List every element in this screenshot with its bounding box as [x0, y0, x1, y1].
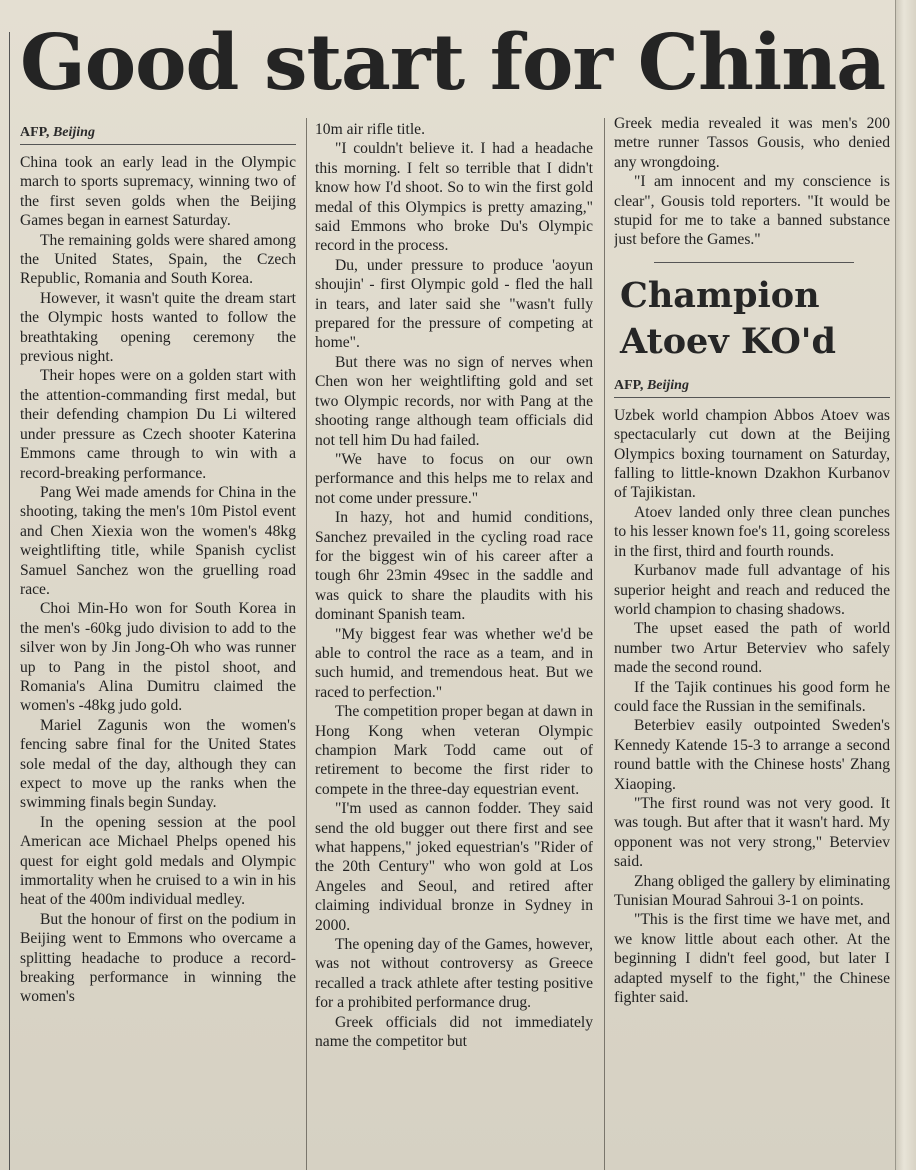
paragraph: "My biggest fear was whether we'd be able to control the race as a team, and in such humid, and tremendous heat. But we raced to perfection." — [315, 625, 593, 701]
paragraph: "I am innocent and my conscience is clear", Gousis told reporters. "It would be stupid for me to take a banned substance just before the Games." — [614, 173, 890, 249]
paragraph: Atoev landed only three clean punches to his lesser known foe's 11, going scoreless in the first, third and fourth rounds. — [614, 503, 890, 560]
article-column-2 — [315, 120, 593, 1170]
paragraph: Pang Wei made amends for China in the shooting, taking the men's 10m Pistol event and Chen Xiexia won the women's 48kg weightlifting title, while Spanish cyclist Samuel Sanchez won the gruelling road race. — [20, 483, 296, 598]
byline-place: Beijing — [646, 377, 689, 393]
side-headline-line-2: Atoev KO'd — [620, 320, 836, 362]
paragraph: Beterbiev easily outpointed Sweden's Kennedy Katende 15-3 to arrange a second round battle with the Chinese hosts' Zhang Xiaoping. — [614, 717, 890, 793]
side-story-headline — [620, 273, 890, 365]
paragraph: "I'm used as cannon fodder. They said send the old bugger out there first and see what happens," joked equestrian's "Rider of the 20th Century" who won gold at Los Angeles and Seoul, and retired after claiming individual bronze in Sydney in 2000. — [315, 800, 593, 934]
paragraph: In hazy, hot and humid conditions, Sanchez prevailed in the cycling road race for the biggest win of his career after a tough 6hr 23min 49sec in the saddle and was quick to share the plaudits with his dominant Spanish team. — [315, 509, 593, 624]
paragraph: Greek officials did not immediately name the competitor but — [315, 1013, 593, 1051]
paragraph: Greek media revealed it was men's 200 metre runner Tassos Gousis, who denied any wrongdoing. — [614, 115, 890, 171]
paragraph: Kurbanov made full advantage of his superior height and reach and reduced the world champion to chasing shadows. — [614, 562, 890, 618]
paragraph: If the Tajik continues his good form he could face the Russian in the semifinals. — [614, 678, 890, 715]
byline-agency: AFP, — [614, 377, 644, 393]
paragraph: The competition proper began at dawn in Hong Kong when veteran Olympic champion Mark Todd came out of retirement to become the first rider to compete in the three-day equestrian event. — [315, 703, 593, 798]
paragraph: Du, under pressure to produce 'aoyun shoujin' - first Olympic gold - fled the hall in tears, and later said she "wasn't fully prepared for the pressure of competing at home". — [315, 256, 593, 352]
left-margin-rule — [9, 32, 10, 1170]
paragraph: Their hopes were on a golden start with the attention-commanding first medal, but their defending champion Du Li wiltered under pressure as Czech shooter Katerina Emmons came through to win with a record-breaking performance. — [20, 367, 296, 482]
paragraph: The upset eased the path of world number two Artur Beterviev who safely made the second round. — [614, 620, 890, 677]
paragraph: "The first round was not very good. It was tough. But after that it wasn't hard. My opponent was not very strong," Beterviev said. — [614, 794, 890, 871]
paragraph: But the honour of first on the podium in Beijing went to Emmons who overcame a splitting headache to produce a record-breaking performance in winning the women's — [20, 910, 296, 1006]
article-column-3 — [614, 114, 890, 1170]
paragraph: But there was no sign of nerves when Chen won her weightlifting gold and set two Olympic records, nor with Pang at the shooting range although team officials did not tell him Du had failed. — [315, 353, 593, 449]
side-story-byline — [614, 377, 890, 398]
paragraph: In the opening session at the pool American ace Michael Phelps opened his quest for eight gold medals and Olympic immortality when he cruised to a win in his heat of the 400m individual medley. — [20, 813, 296, 909]
paragraph: 10m air rifle title. — [315, 121, 425, 138]
paragraph: China took an early lead in the Olympic march to sports supremacy, winning two of the first seven golds when the Beijing Games began in earnest Saturday. — [20, 154, 296, 230]
paragraph: Zhang obliged the gallery by eliminating Tunisian Mourad Sahroui 3-1 on points. — [614, 872, 890, 909]
byline-place: Beijing — [52, 125, 95, 140]
paragraph: "We have to focus on our own performance and this helps me to relax and not come under pressure." — [315, 450, 593, 507]
paragraph: "I couldn't believe it. I had a headache this morning. I felt so terrible that I didn't know how I'd shoot. So to win the first gold medal of this Olympics is pretty amazing," said Emmons who broke Du's Olympic record in the process. — [315, 140, 593, 255]
paragraph: Uzbek world champion Abbos Atoev was spectacularly cut down at the Beijing Olympics boxing tournament on Saturday, falling to little-known Dzakhon Kurbanov of Tajikistan. — [614, 406, 890, 502]
article-byline — [20, 124, 296, 145]
side-headline-line-1: Champion — [620, 274, 820, 316]
byline-agency: AFP, — [20, 125, 50, 140]
column-rule-2 — [604, 118, 605, 1170]
paragraph: "This is the first time we have met, and we know little about each other. At the beginning I didn't feel good, but later I adapted myself to the fight," the Chinese fighter said. — [614, 911, 890, 1007]
article-column-1 — [20, 124, 296, 1170]
column-rule-1 — [306, 118, 307, 1170]
paragraph: However, it wasn't quite the dream start the Olympic hosts wanted to follow the breathtaking opening ceremony the previous night. — [20, 289, 296, 366]
story-divider — [654, 262, 854, 263]
main-headline: Good start for China — [20, 18, 886, 108]
paragraph: Choi Min-Ho won for South Korea in the men's -60kg judo division to add to the silver won by Jin Jong-Oh who was runner up to Pang in the pistol shoot, and Romania's Alina Dumitru claimed the women's -48kg judo gold. — [20, 600, 296, 715]
adjacent-page-edge — [895, 0, 916, 1170]
paragraph: The opening day of the Games, however, was not without controversy as Greece recalled a track athlete after testing positive for a prohibited performance drug. — [315, 936, 593, 1012]
paragraph: Mariel Zagunis won the women's fencing sabre final for the United States sole medal of the day, although they can expect to move up the ranks when the swimming finals begin Sunday. — [20, 716, 296, 812]
paragraph: The remaining golds were shared among the United States, Spain, the Czech Republic, Romania and South Korea. — [20, 231, 296, 288]
